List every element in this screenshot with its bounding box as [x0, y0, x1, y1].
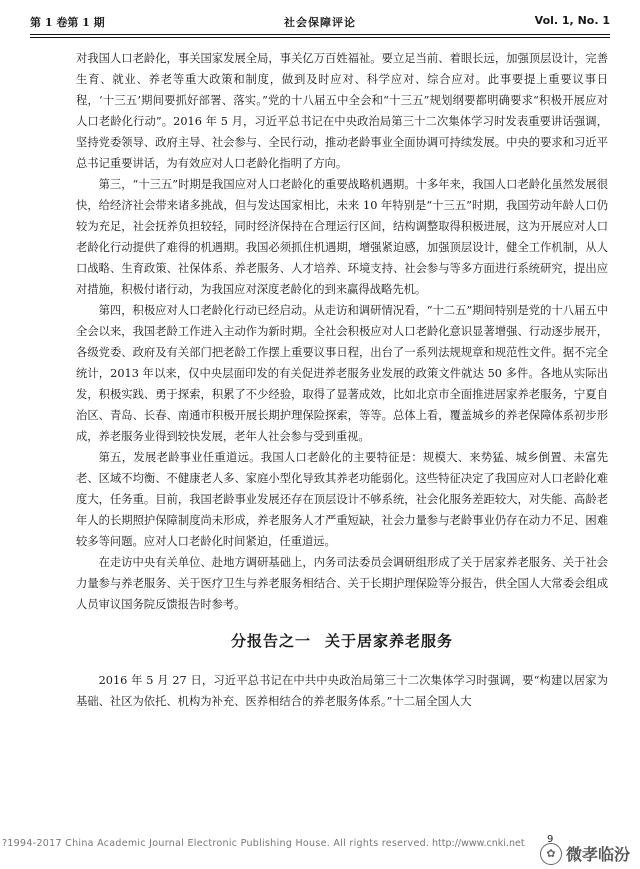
site-link[interactable]: http://www.cnki.net — [432, 838, 525, 849]
paragraph-continuation: 对我国人口老龄化，事关国家发展全局，事关亿万百姓福祉。要立足当前、着眼长远，加强顶层设计，完善生育、就业、养老等重大政策和制度，做到及时应对、科学应对、综合应对。此事要提上重要议事日程，‘十三五’期间要抓好部署、落实。”党的十八届五中全会和“十三五”规划纲要都明确要求“积极开展应对人口老龄化行动”。2016 年 5 月，习近平总书记在中央政治局第三十二次集体学习时发表重要讲话强调，坚持党委领导、政府主导、社会参与、全民行动，推动老龄事业全面协调可持续发展。中央的要求和习近平总书记重要讲话，为有效应对人口老龄化指明了方向。 — [76, 52, 608, 170]
page-footer — [2, 834, 638, 866]
paragraph-fourth: 第四，积极应对人口老龄化行动已经启动。从走访和调研情况看，“十二五”期间特别是党的十八届五中全会以来，我国老龄工作进入主动作为新时期。全社会积极应对人口老龄化意识显著增强、行动逐步展开，各级党委、政府及有关部门把老龄工作摆上重要议事日程，出台了一系列法规规章和规范性文件。据不完全统计，2013 年以来，仅中央层面印发的有关促进养老服务业发展的政策文件就达 50 多件。各地从实际出发，积极实践、勇于探索，积累了不少经验，取得了显著成效，比如北京市全面推进居家养老服务，宁夏自治区、青岛、长春、南通市积极开展长期护理保险探索，等等。总体上看，覆盖城乡的养老保障体系初步形成，养老服务业得到较快发展，老年人社会参与受到重视。 — [76, 304, 608, 443]
wechat-logo-icon: ✿ — [540, 843, 562, 865]
page-number: 9 — [547, 834, 554, 845]
header-rule-thick — [30, 34, 610, 35]
section-part-label: 分报告之一 — [230, 632, 311, 650]
article-body — [76, 48, 608, 712]
section-name: 关于居家养老服务 — [325, 632, 454, 650]
watermark-text: 微孝临汾 — [566, 845, 631, 864]
issue-label: 第 1 卷第 1 期 — [30, 16, 105, 29]
section-heading — [76, 631, 608, 652]
header-rule-thin — [30, 37, 610, 38]
journal-title: 社会保障评论 — [284, 16, 356, 29]
paragraph-section-start: 2016 年 5 月 27 日，习近平总书记在中共中央政治局第三十二次集体学习时强调，要“构建以居家为基础、社区为依托、机构为补充、医养相结合的养老服务体系。”十二届全国人大 — [76, 674, 608, 708]
running-header — [30, 14, 610, 34]
paragraph-summary: 在走访中央有关单位、赴地方调研基础上，内务司法委员会调研组形成了关于居家养老服务、关于社会力量参与养老服务、关于医疗卫生与养老服务相结合、关于长期护理保险等分报告，供全国人大常委会组成人员审议国务院反馈报告时参考。 — [76, 556, 608, 611]
copyright-notice: ?1994-2017 China Academic Journal Electronic Publishing House. All rights reserved. — [2, 838, 430, 849]
wechat-watermark — [540, 842, 630, 865]
paragraph-fifth: 第五，发展老龄事业任重道远。我国人口老龄化的主要特征是：规模大、来势猛、城乡倒置、未富先老、区域不均衡、不健康老人多、家庭小型化导致其养老功能弱化。这些特征决定了我国应对人口老龄化难度大，任务重。目前，我国老龄事业发展还存在顶层设计不够系统，社会化服务差距较大，对失能、高龄老年人的长期照护保障制度尚未形成，养老服务人才严重短缺，社会力量参与老龄事业仍存在动力不足、困难较多等问题。应对人口老龄化时间紧迫，任重道远。 — [76, 451, 608, 548]
volume-label: Vol. 1, No. 1 — [534, 14, 610, 27]
paragraph-third: 第三，“十三五”时期是我国应对人口老龄化的重要战略机遇期。十多年来，我国人口老龄化虽然发展很快，给经济社会带来诸多挑战，但与发达国家相比，未来 10 年特别是“十三五”时期，我国劳动年龄人口仍较为充足，社会抚养负担较轻，同时经济保持在合理运行区间，结构调整取得积极进展，这为开展应对人口老龄化行动提供了难得的机遇期。我国必须抓住机遇期，增强紧迫感，加强顶层设计，健全工作机制，从人口战略、生育政策、社保体系、养老服务、人才培养、环境支持、社会参与等多方面进行系统研究，提出应对措施，积极付诸行动，为我国应对深度老龄化的到来赢得战略先机。 — [76, 178, 608, 296]
